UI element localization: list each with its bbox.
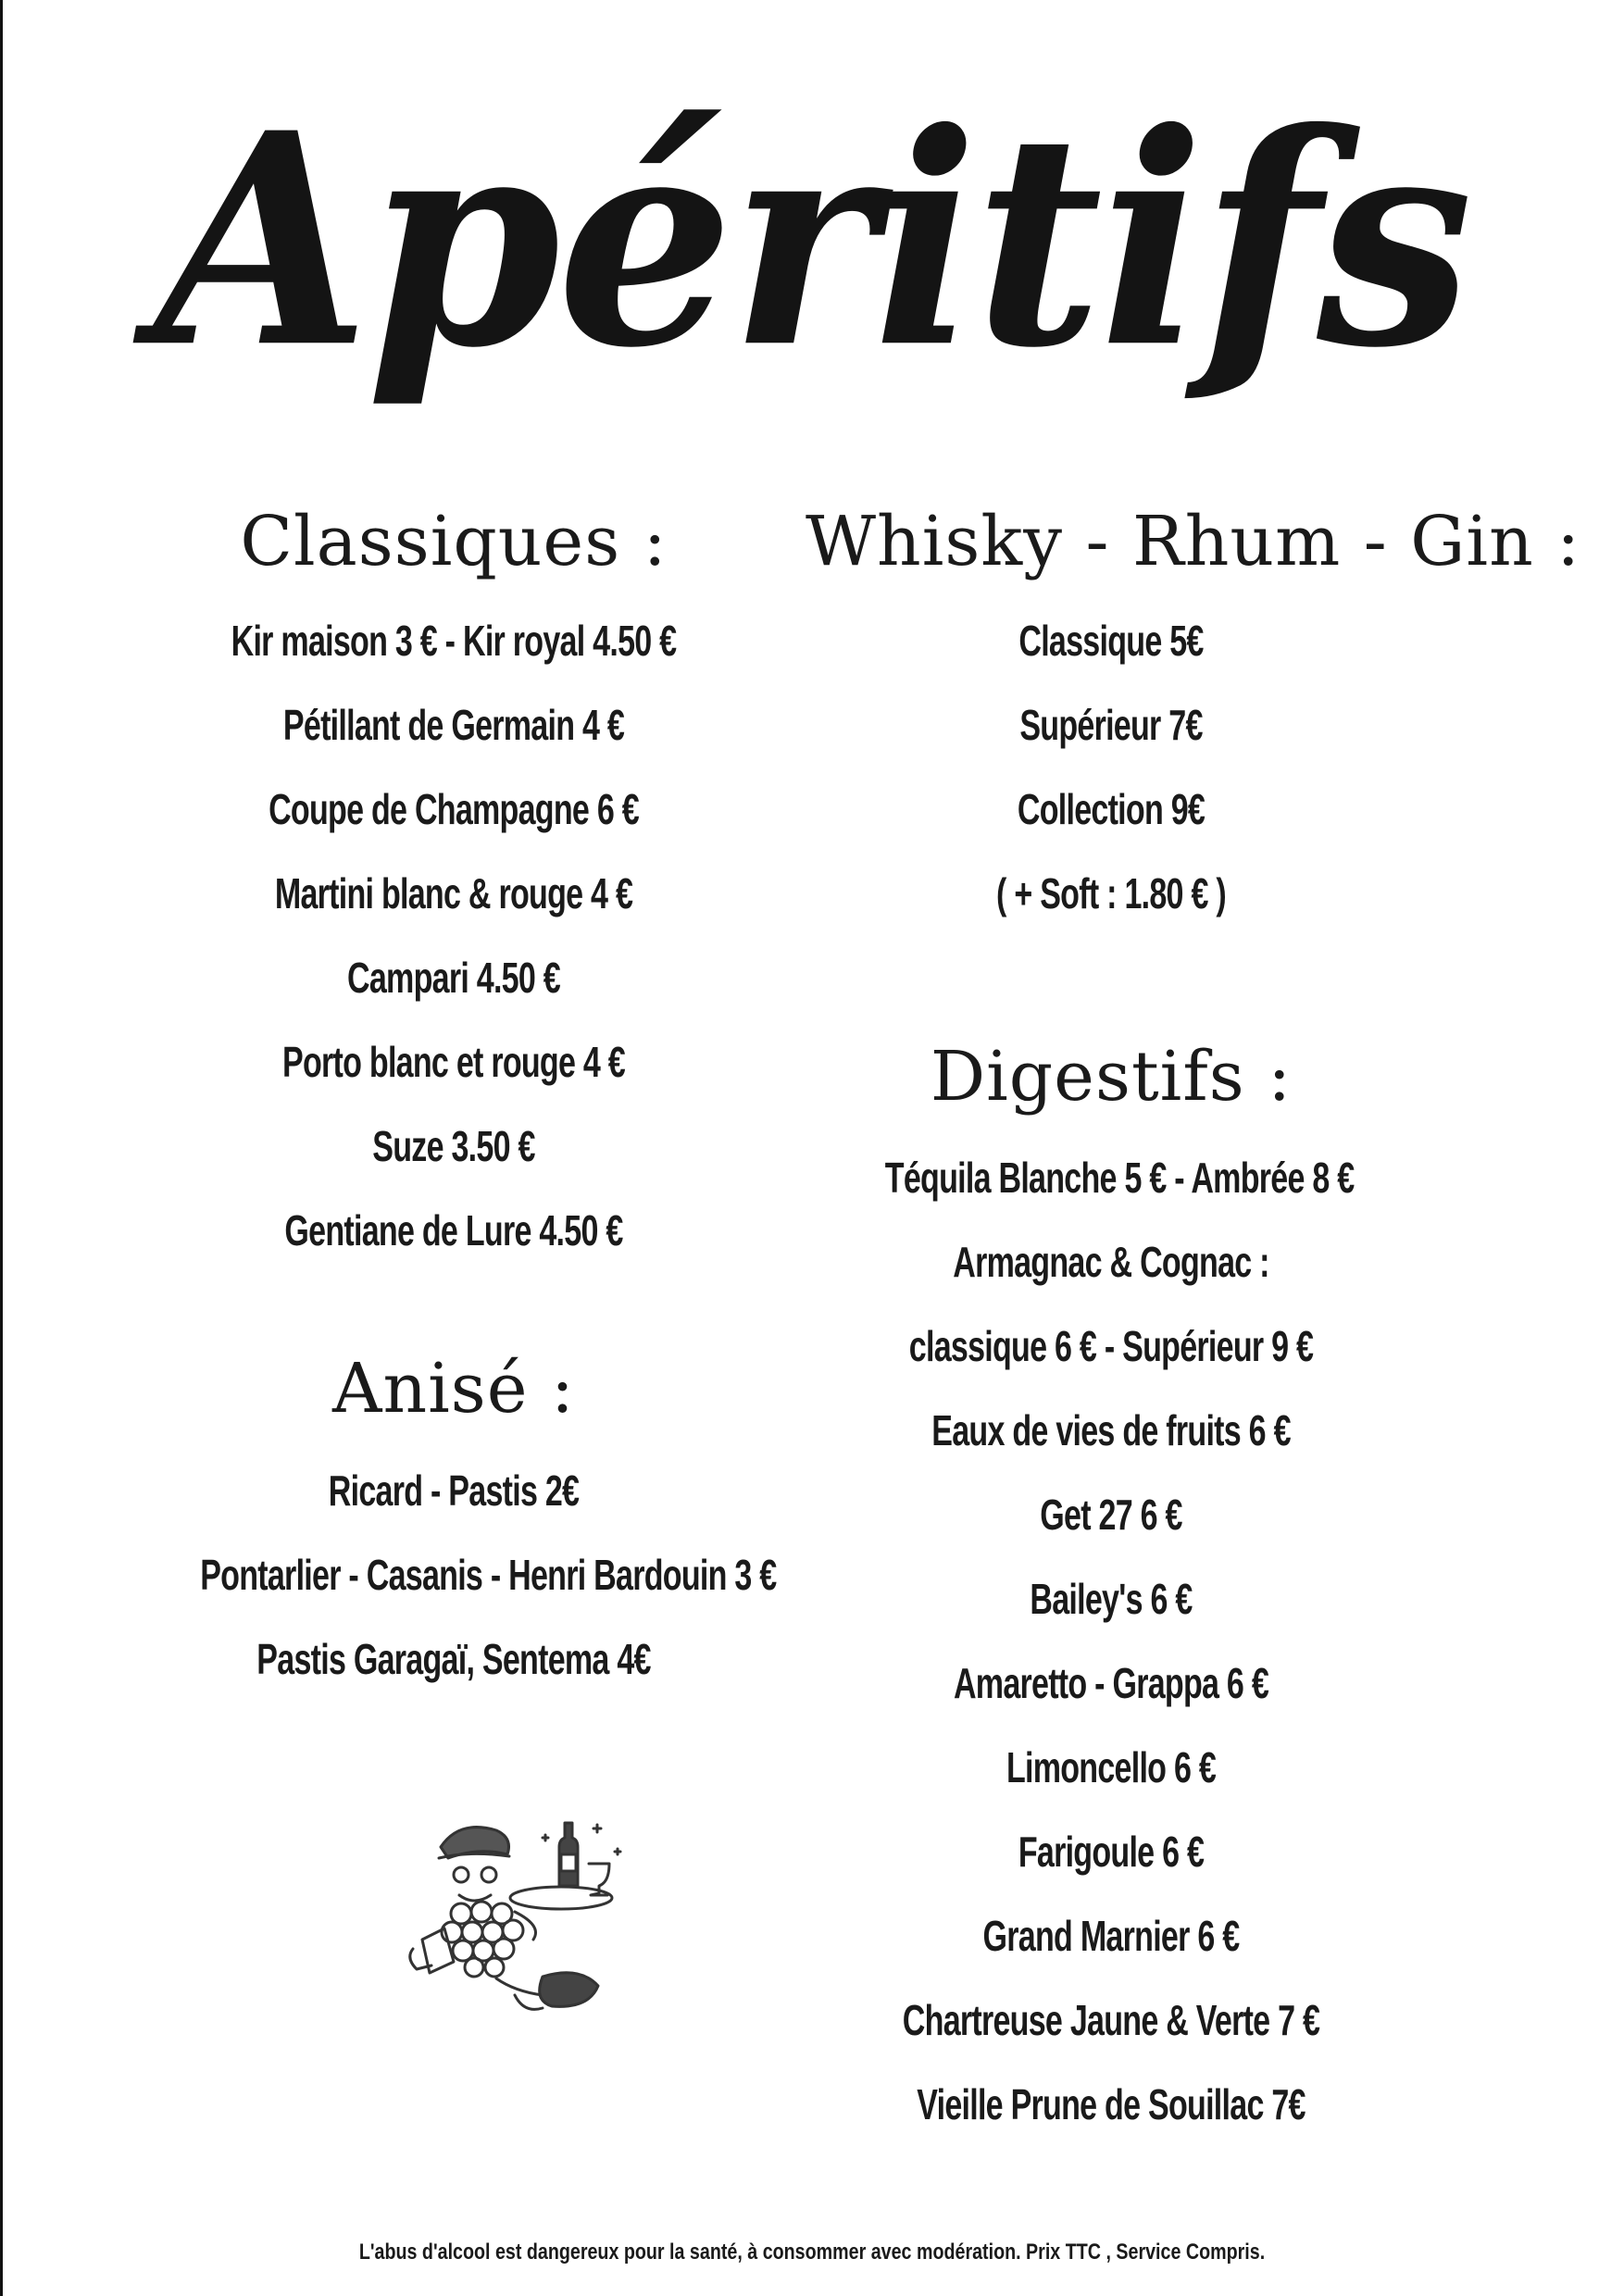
menu-item: Coupe de Champagne 6 € xyxy=(269,785,639,833)
menu-item: ( + Soft : 1.80 € ) xyxy=(996,869,1226,917)
menu-item: Suze 3.50 € xyxy=(372,1122,535,1170)
section-heading-whisky-rhum-gin: Whisky - Rhum - Gin : xyxy=(806,502,1581,581)
menu-item: Porto blanc et rouge 4 € xyxy=(282,1038,625,1086)
menu-item: Pétillant de Germain 4 € xyxy=(282,701,625,749)
section-heading-classiques: Classiques : xyxy=(240,502,668,581)
menu-item: Get 27 6 € xyxy=(1040,1491,1182,1539)
menu-item: Collection 9€ xyxy=(1017,785,1206,833)
menu-item: Grand Marnier 6 € xyxy=(982,1912,1240,1960)
menu-item: Chartreuse Jaune & Verte 7 € xyxy=(902,1996,1320,2044)
menu-item: Pontarlier - Casanis - Henri Bardouin 3 € xyxy=(200,1551,777,1599)
section-heading-digestifs: Digestifs : xyxy=(930,1037,1293,1117)
menu-item: Téquila Blanche 5 € - Ambrée 8 € xyxy=(884,1154,1355,1202)
menu-item: Gentiane de Lure 4.50 € xyxy=(284,1206,623,1254)
menu-item: Eaux de vies de fruits 6 € xyxy=(931,1406,1291,1454)
menu-item: Supérieur 7€ xyxy=(1019,701,1203,749)
menu-item: Vieille Prune de Souillac 7€ xyxy=(917,2080,1305,2128)
menu-item: Ricard - Pastis 2€ xyxy=(328,1466,580,1515)
menu-item: Farigoule 6 € xyxy=(1018,1828,1205,1876)
page-title: Apéritifs xyxy=(155,69,1469,412)
menu-item: classique 6 € - Supérieur 9 € xyxy=(908,1322,1314,1370)
section-heading-anise: Anisé : xyxy=(332,1349,575,1429)
menu-item: Kir maison 3 € - Kir royal 4.50 € xyxy=(231,617,677,665)
menu-item: Amaretto - Grappa 6 € xyxy=(953,1659,1269,1707)
menu-item: Bailey's 6 € xyxy=(1030,1575,1193,1623)
menu-item: Campari 4.50 € xyxy=(347,954,560,1002)
menu-item: Limoncello 6 € xyxy=(1006,1743,1217,1791)
waiter-with-tray-and-grapes-icon xyxy=(404,1810,626,2023)
menu-item: Classique 5€ xyxy=(1018,617,1204,665)
menu-item: Armagnac & Cognac : xyxy=(953,1238,1269,1286)
menu-item: Martini blanc & rouge 4 € xyxy=(274,869,633,917)
legal-footer: L'abus d'alcool est dangereux pour la santé, à consommer avec modération. Prix TTC , Service Compris. xyxy=(358,2240,1266,2265)
menu-item: Pastis Garagaï, Sentema 4€ xyxy=(256,1635,651,1683)
